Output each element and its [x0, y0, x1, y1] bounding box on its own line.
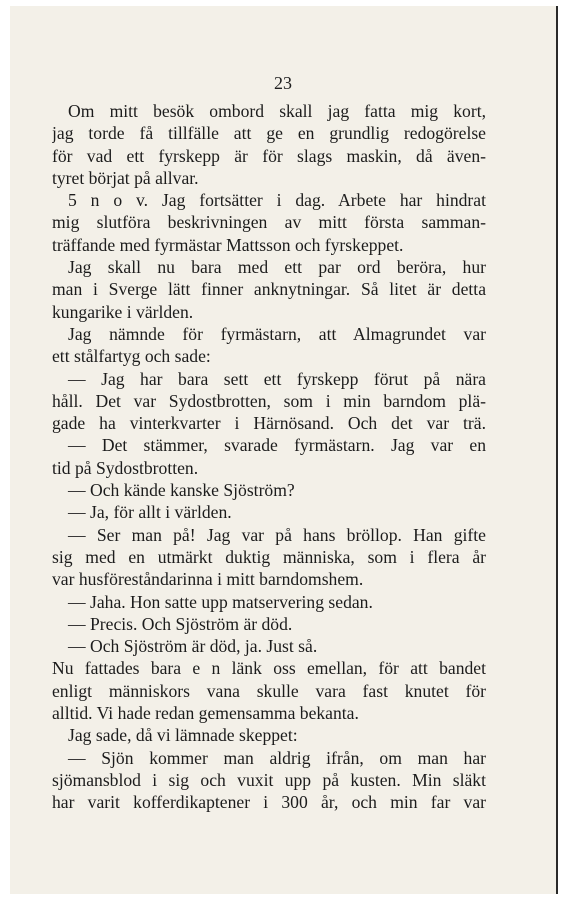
text-line: — Sjön kommer man aldrig ifrån, om man har — [68, 747, 486, 768]
text-line: har varit kofferdikaptener i 300 år, och min far var — [52, 792, 486, 813]
text-line: sjömansblod i sig och vuxit upp på kusten. Min släkt — [52, 769, 486, 790]
text-line: alltid. Vi hade redan gemensamma bekanta. — [52, 703, 359, 724]
text-line: enligt människors vana skulle vara fast knutet för — [52, 680, 486, 701]
text-line: — Jaha. Hon satte upp matservering sedan. — [68, 591, 373, 612]
text-line: — Jag har bara sett ett fyrskepp förut på nära — [68, 368, 486, 389]
text-line: man i Sverge lätt finner anknytningar. Så litet är detta — [52, 279, 486, 300]
body-text — [52, 100, 486, 814]
text-line: träffande med fyrmästar Mattsson och fyrskeppet. — [52, 234, 404, 255]
text-line: Om mitt besök ombord skall jag fatta mig kort, — [68, 101, 486, 121]
page-number: 23 — [274, 73, 292, 93]
text-line: Jag skall nu bara med ett par ord beröra, hur — [68, 257, 486, 278]
text-line: mig slutföra beskrivningen av mitt första samman- — [52, 212, 486, 233]
text-line: gade ha vinterkvarter i Härnösand. Och det var trä. — [52, 413, 486, 434]
text-line: kungarike i världen. — [52, 301, 194, 322]
text-line: — Ser man på! Jag var på hans bröllop. Han gifte — [68, 524, 486, 545]
text-line: Jag sade, då vi lämnade skeppet: — [68, 725, 298, 746]
text-line: var husföreståndarinna i mitt barndomshem. — [52, 569, 364, 590]
text-line: håll. Det var Sydostbrotten, som i min barndom plä- — [52, 390, 486, 411]
text-line: Jag nämnde för fyrmästarn, att Almagrundet var — [68, 323, 486, 344]
text-line: för vad ett fyrskepp är för slags maskin, då även- — [52, 145, 486, 166]
text-line: — Ja, för allt i världen. — [68, 502, 232, 523]
text-line: ett stålfartyg och sade: — [52, 346, 211, 367]
text-line: — Precis. Och Sjöström är död. — [68, 613, 293, 634]
text-line: — Och Sjöström är död, ja. Just så. — [68, 636, 318, 657]
text-line: — Och kände kanske Sjöström? — [68, 480, 295, 501]
text-line: 5 n o v. Jag fortsätter i dag. Arbete har hindrat — [68, 190, 486, 211]
text-line: Nu fattades bara e n länk oss emellan, för att bandet — [52, 658, 486, 679]
text-line: sig med en utmärkt duktig människa, som i flera år — [52, 546, 486, 567]
text-line: jag torde få tillfälle att ge en grundlig redogörelse — [52, 123, 486, 144]
text-line: tid på Sydostbrotten. — [52, 457, 199, 478]
text-line: — Det stämmer, svarade fyrmästarn. Jag var en — [68, 435, 486, 456]
text-line: tyret börjat på allvar. — [52, 167, 199, 188]
book-page — [10, 6, 558, 894]
